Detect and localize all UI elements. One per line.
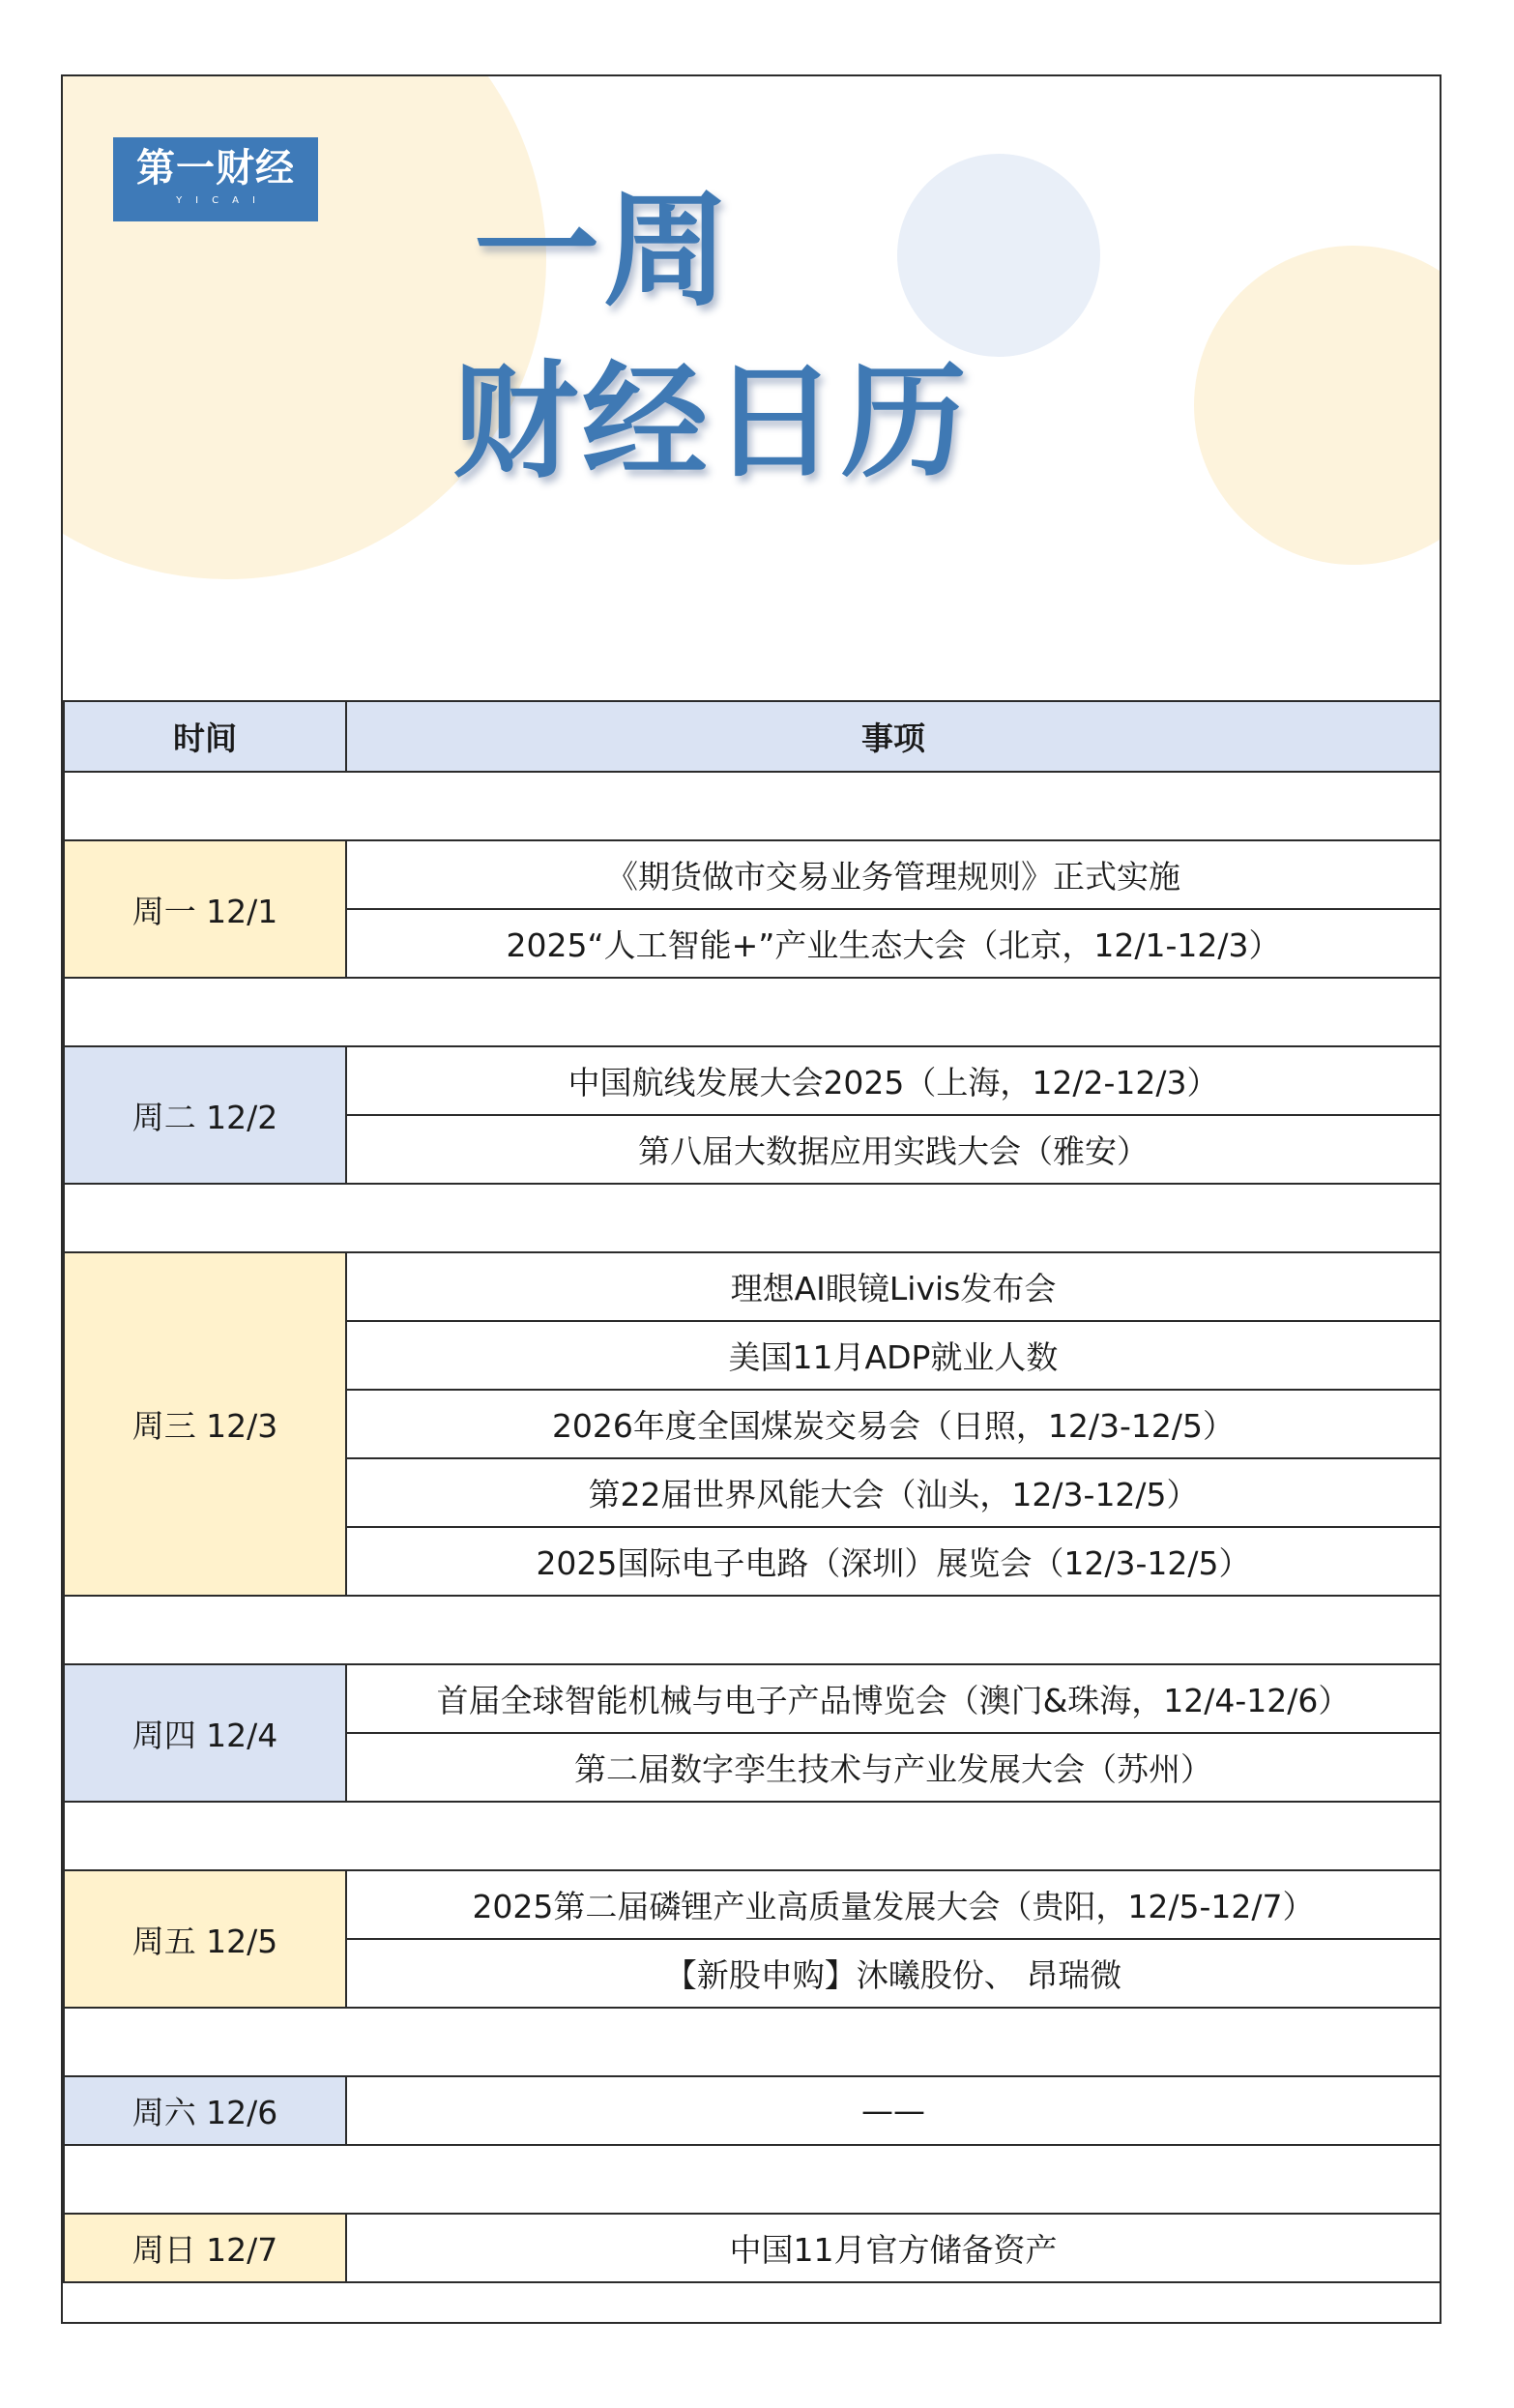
- day-cell: 周三 12/3: [64, 1252, 346, 1596]
- table-row: [64, 1664, 1441, 1733]
- event-cell: 理想AI眼镜Livis发布会: [346, 1252, 1441, 1321]
- day-cell: 周二 12/2: [64, 1046, 346, 1184]
- day-cell: 周五 12/5: [64, 1870, 346, 2008]
- table-row: [64, 2076, 1441, 2145]
- spacer-cell: [64, 978, 1441, 1046]
- decor-circle: [1194, 246, 1440, 565]
- logo-subtext: YICAI: [176, 195, 269, 206]
- spacer-cell: [64, 1802, 1441, 1870]
- event-cell: 2025“人工智能+”产业生态大会（北京，12/1-12/3）: [346, 909, 1441, 978]
- calendar-table-wrap: [63, 700, 1440, 2283]
- table-row: [64, 1046, 1441, 1115]
- event-cell: 2025第二届磷锂产业高质量发展大会（贵阳，12/5-12/7）: [346, 1870, 1441, 1939]
- table-row: [64, 1252, 1441, 1321]
- spacer-row: [64, 1596, 1441, 1664]
- table-row: [64, 840, 1441, 909]
- table-row: [64, 1870, 1441, 1939]
- event-cell: ——: [346, 2076, 1441, 2145]
- spacer-cell: [64, 1184, 1441, 1252]
- event-cell: 《期货做市交易业务管理规则》正式实施: [346, 840, 1441, 909]
- event-cell: 美国11月ADP就业人数: [346, 1321, 1441, 1390]
- calendar-table: [63, 700, 1441, 2283]
- header-time: 时间: [64, 701, 346, 772]
- spacer-row: [64, 1802, 1441, 1870]
- header-banner: [63, 76, 1440, 700]
- event-cell: 中国航线发展大会2025（上海，12/2-12/3）: [346, 1046, 1441, 1115]
- event-cell: 中国11月官方储备资产: [346, 2214, 1441, 2282]
- page-title-line2: 财经日历: [452, 348, 972, 495]
- yicai-logo: [113, 137, 318, 221]
- spacer-cell: [64, 2145, 1441, 2214]
- spacer-cell: [64, 2008, 1441, 2076]
- event-cell: 第22届世界风能大会（汕头，12/3-12/5）: [346, 1458, 1441, 1527]
- spacer-row: [64, 1184, 1441, 1252]
- spacer-cell: [64, 772, 1441, 840]
- table-header-row: [64, 701, 1441, 772]
- event-cell: 2025国际电子电路（深圳）展览会（12/3-12/5）: [346, 1527, 1441, 1596]
- table-row: [64, 2214, 1441, 2282]
- spacer-row: [64, 772, 1441, 840]
- calendar-card: [61, 74, 1441, 2324]
- spacer-row: [64, 978, 1441, 1046]
- spacer-row: [64, 2008, 1441, 2076]
- page-title-line1: 一周: [474, 177, 734, 324]
- event-cell: 2026年度全国煤炭交易会（日照，12/3-12/5）: [346, 1390, 1441, 1458]
- spacer-row: [64, 2145, 1441, 2214]
- event-cell: 第二届数字孪生技术与产业发展大会（苏州）: [346, 1733, 1441, 1802]
- event-cell: 【新股申购】沐曦股份、 昂瑞微: [346, 1939, 1441, 2008]
- logo-text: 第一财经: [136, 146, 295, 191]
- day-cell: 周四 12/4: [64, 1664, 346, 1802]
- header-event: 事项: [346, 701, 1441, 772]
- event-cell: 第八届大数据应用实践大会（雅安）: [346, 1115, 1441, 1184]
- event-cell: 首届全球智能机械与电子产品博览会（澳门&珠海，12/4-12/6）: [346, 1664, 1441, 1733]
- spacer-cell: [64, 1596, 1441, 1664]
- day-cell: 周日 12/7: [64, 2214, 346, 2282]
- decor-circle: [897, 154, 1100, 357]
- day-cell: 周六 12/6: [64, 2076, 346, 2145]
- day-cell: 周一 12/1: [64, 840, 346, 978]
